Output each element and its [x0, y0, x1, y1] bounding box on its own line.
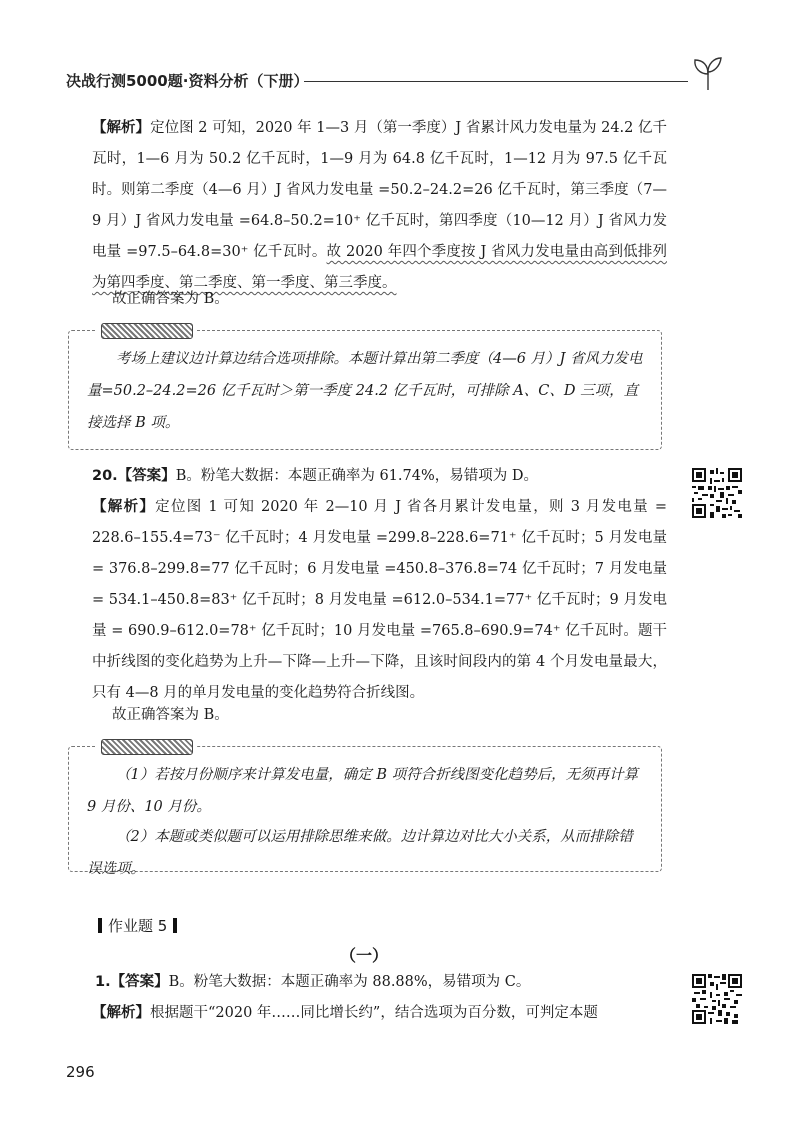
- q19-analysis: [92, 113, 667, 299]
- q1-answer: [95, 967, 665, 998]
- q20-analysis: [92, 492, 667, 709]
- q20-analysis-label: 【解析】: [92, 499, 156, 515]
- sprout-icon: [686, 52, 730, 92]
- q19-tip-box: [68, 330, 662, 450]
- heading-bar-left: [98, 918, 102, 933]
- qr-code-icon[interactable]: [692, 974, 742, 1024]
- q1-analysis: [92, 998, 667, 1029]
- q20-answer-line: 故正确答案为 B。: [112, 707, 229, 723]
- q20-answer-text: B。粉笔大数据：本题正确率为 61.74%，易错项为 D。: [175, 468, 538, 484]
- qr-code-icon[interactable]: [692, 468, 742, 518]
- q20-tip-2: （2）本题或类似题可以运用排除思维来做。边计算边对比大小关系，从而排除错误选项。: [87, 829, 633, 877]
- tip-badge: [95, 320, 197, 340]
- q1-analysis-text: 根据题干“2020 年……同比增长约”，结合选项为百分数，可判定本题: [150, 1005, 598, 1021]
- q19-tip-text: 考场上建议边计算边结合选项排除。本题计算出第二季度（4—6 月）J 省风力发电量=50.2–24.2=26 亿千瓦时＞第一季度 24.2 亿千瓦时，可排除 A、C、D 三项，直接选择 B 项。: [87, 351, 643, 431]
- q19-analysis-conclusion: 故 2020 年四个季度按 J 省风力发电量由高到低排列为第四季度、第二季度、第一季度、第三季度。: [92, 244, 667, 291]
- q1-answer-text: B。粉笔大数据：本题正确率为 88.88%，易错项为 C。: [168, 974, 531, 990]
- q20-analysis-text: 定位图 1 可知 2020 年 2—10 月 J 省各月累计发电量，则 3 月发电量 = 228.6–155.4=73⁻ 亿千瓦时；4 月发电量 =299.8–228.6=71⁺ 亿千瓦时；5 月发电量 = 376.8–299.8=77 亿千瓦时；6 月发电量 =450.8–376.8=74 亿千瓦时；7 月发电量 = 534.1–450.8=83⁺ 亿千瓦时；8 月发电量 =612.0–534.1=77⁺ 亿千瓦时；9 月发电量 = 690.9–612.0=78⁺ 亿千瓦时；10 月发电量 =765.8–690.9=74⁺ 亿千瓦时。题干中折线图的变化趋势为上升—下降—上升—下降，且该时间段内的第 4 个月发电量最大，只有 4—8 月的单月发电量的变化趋势符合折线图。: [92, 499, 667, 701]
- section-title-text: 作业题 5: [108, 917, 168, 935]
- q19-answer-line: 故正确答案为 B。: [112, 291, 229, 307]
- running-header: [66, 68, 730, 96]
- subsection-heading: （一）: [340, 946, 389, 965]
- q20-answer-label: 20.【答案】: [92, 468, 176, 484]
- q20-answer: [92, 461, 667, 492]
- q20-tip-box: [68, 746, 662, 877]
- page-number: 296: [66, 1063, 95, 1081]
- heading-bar-right: [173, 918, 177, 933]
- section-heading: [92, 915, 183, 936]
- book-title: 决战行测5000题·资料分析（下册）: [66, 72, 309, 90]
- q1-answer-label: 1.【答案】: [95, 974, 169, 990]
- q19-analysis-text: 定位图 2 可知，2020 年 1—3 月（第一季度）J 省累计风力发电量为 24.2 亿千瓦时，1—6 月为 50.2 亿千瓦时，1—9 月为 64.8 亿千瓦时，1—12 月为 97.5 亿千瓦时。则第二季度（4—6 月）J 省风力发电量 =50.2–24.2=26 亿千瓦时，第三季度（7—9 月）J 省风力发电量 =64.8–50.2=10⁺ 亿千瓦时，第四季度（10—12 月）J 省风力发电量 =97.5–64.8=30⁺ 亿千瓦时。: [92, 120, 668, 260]
- q20-tip-1: （1）若按月份顺序来计算发电量，确定 B 项符合折线图变化趋势后，无须再计算 9 月份、10 月份。: [87, 767, 639, 815]
- q19-analysis-label: 【解析】: [92, 120, 151, 136]
- q1-analysis-label: 【解析】: [92, 1005, 150, 1021]
- header-rule: [304, 81, 688, 82]
- tip-badge: [95, 736, 197, 756]
